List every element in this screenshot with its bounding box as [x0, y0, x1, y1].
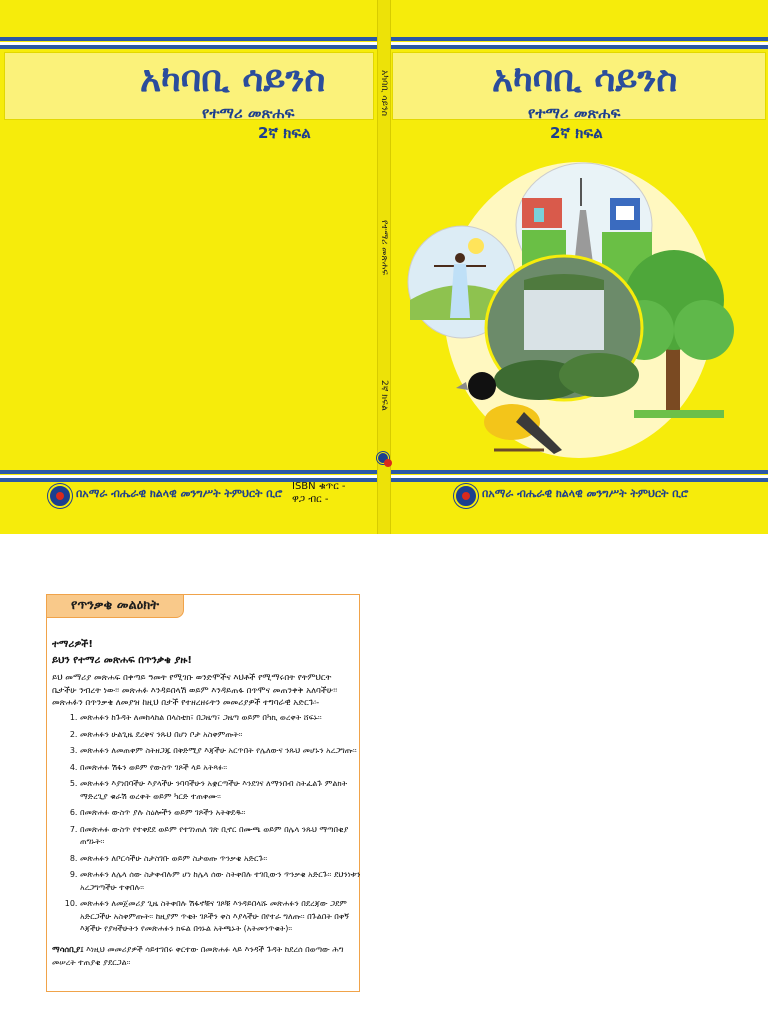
- rules-list: [58, 712, 372, 940]
- rule-item: 10. መጽሐፉን ለመጀመሪያ ጊዜ ስትቀበሉ ሽፋኖቹና ገጾቹ እንዳይበላሹ መጽሐፉን በደረጃው ጋደም አድርጋችሁ አስቀምጡት፡፡ ከዚያም ጥቂት ገጾችን ቀስ እያላችሁ በየተራ ግለጡ፡፡ በጉልበት በቀኝ እጃችሁ የያዛችሁትን የመጽሐፉን ክፍል በጎኑል አትጫኑት (አትመንጥቁት)፡፡: [80, 898, 372, 936]
- rule-item: 2. መጽሐፉን ሁልጊዜ ደረቅና ንጹህ በሆነ ቦታ አስቀምጡት፡፡: [80, 729, 372, 742]
- price-label: ዋጋ ብር -: [292, 494, 329, 505]
- rule-item: 6. በመጽሐፉ ውስጥ ያሉ ስዕሎችን ወይም ገጾችን አትቅደዱ፡፡: [80, 807, 372, 820]
- notice-footnote: [52, 944, 348, 969]
- front-cover-grade: 2ኛ ክፍል: [550, 124, 603, 142]
- rule-item: 3. መጽሐፉን ለመጠቀም ስትዘጋጁ በቅድሚያ እጃችሁ አርጥበት የሌለውና ንጹህ መሆኑን አረጋግጡ፡፡: [80, 745, 372, 758]
- notice-footnote-text: እነዚህ መመሪያዎች ሳይተገበሩ ቀርተው በመጽሐፉ ላይ እንዳች ጉዳት ከደረሰ በወጣው ሕግ መሠረት ተጠያቂ ያደርጋል፡፡: [52, 945, 344, 967]
- back-cover-bureau: በአማራ ብሔራዊ ክልላዊ መንግሥት ትምህርት ቢሮ: [76, 487, 283, 500]
- notice-intro: ይህ መማሪያ መጽሐፍ በቀጣይ ዓመት የሚገቡ ወንድሞችና እህቶች የሚማሩበት የትምህርት ቤታችሁ ንብረት ነው፡፡ መጽሐፉ እንዳይበላሽ ወይም እንዳይጠፋ በጥሞና መጠንቀቅ አለባችሁ፡፡ መጽሐፉን በጥንቃቄ ለመያዝ ከዚህ በታች የተዘረዘሩትን መመሪያዎች ተግባራዊ አድርጉ፡-: [52, 673, 338, 708]
- rule-item: 8. መጽሐፉን ለቦርሳችሁ ስታስገቡ ወይም ስታወጡ ጥንቃቄ አድርጉ፡፡: [80, 853, 372, 866]
- isbn-block: [292, 480, 346, 506]
- spine-grade: 2ኛ ክፍል: [379, 380, 389, 411]
- back-cover-subtitle: የተማሪ መጽሐፍ: [202, 104, 295, 122]
- rule-item: 9. መጽሐፉን ለሌላ ሰው ስታቀብሉም ሆነ ከሌላ ሰው ስትቀበሉ ተገቢውን ጥንቃቄ አድርጉ፡፡ ደህንነቱን አረጋግጣችሁ ተቀበሉ፡፡: [80, 869, 372, 894]
- back-cover-grade: 2ኛ ክፍል: [258, 124, 311, 142]
- front-bureau-emblem-icon: [454, 484, 478, 508]
- back-cover-title: አካባቢ ሳይንስ: [140, 58, 326, 100]
- spine-emblem-icon: [377, 452, 389, 464]
- rule-item: 4. በመጽሐፉ ሽፋን ወይም የውስጥ ገጾች ላይ አትጻፉ፡፡: [80, 762, 372, 775]
- front-cover-bureau: በአማራ ብሔራዊ ክልላዊ መንግሥት ትምህርት ቢሮ: [482, 487, 689, 500]
- isbn-number: ISBN ቁጥር -: [292, 481, 346, 492]
- notice-tab-title: የጥንቃቄ መልዕክት: [46, 594, 184, 618]
- waterfall-image: [486, 256, 642, 400]
- spine-title: አካባቢ ሳይንስ: [379, 70, 389, 117]
- notice-headline: ይህን የተማሪ መጽሐፍ በጥንቃቄ ያዙ!: [52, 655, 192, 666]
- rule-item: 5. መጽሐፉን እያነበባችሁ እያላችሁ ንባባችሁን አቋርጣችሁ እንደገና ለማንበብ ስትፈልጉ ምልክት ማድረጊያ ቁራሽ ወረቀት ወይም ካርድ ተጠቀሙ፡፡: [80, 778, 372, 803]
- rule-item: 7. በመጽሐፉ ውስጥ የተቀደደ ወይም የተገነጠለ ገጽ ቢኖር በሙጫ ወይም በሌላ ንጹህ ማጣበቂያ ጠግኑት፡፡: [80, 824, 372, 849]
- notice-greeting: ተማሪዎች!: [52, 639, 93, 650]
- cover-illustration: [404, 150, 764, 460]
- bureau-emblem-icon: [48, 484, 72, 508]
- rule-item: 1. መጽሐፉን ከጉዳት ለመከላከል በላስቲክ፣ በጋዜጣ፣ ጋዜጣ ወይም በካኪ ወረቀት ሸፍኑ፡፡: [80, 712, 372, 725]
- spine-subtitle: የተማሪ መጽሐፍ: [379, 220, 389, 276]
- front-cover-subtitle: የተማሪ መጽሐፍ: [528, 104, 621, 122]
- front-cover-title: አካባቢ ሳይንስ: [492, 58, 678, 100]
- notice-footnote-label: ማሳሰቢያ፤: [52, 945, 84, 954]
